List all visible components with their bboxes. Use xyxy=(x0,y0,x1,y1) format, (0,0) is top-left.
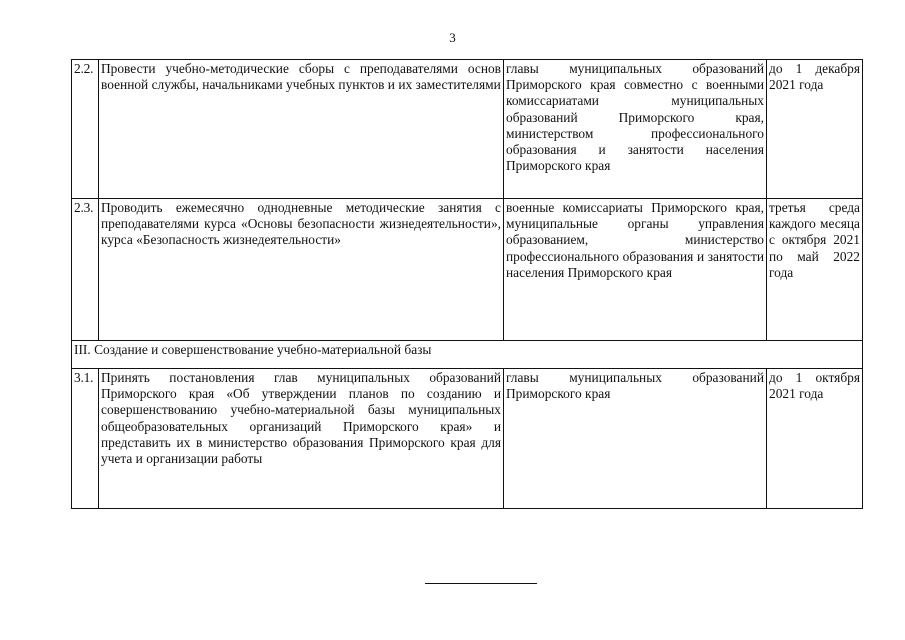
table-row xyxy=(72,199,863,341)
term-cell: до 1 декабря 2021 года xyxy=(767,60,863,199)
section-title: III. Создание и совершенствование учебно-материальной базы xyxy=(72,341,863,369)
term-cell: до 1 октября 2021 года xyxy=(767,369,863,509)
action-cell: Провести учебно-методические сборы с преподавателями основ военной службы, начальниками учебных пунктов и их заместителями xyxy=(99,60,504,199)
plan-table xyxy=(71,59,863,509)
row-number: 2.2. xyxy=(72,60,99,199)
table-row xyxy=(72,60,863,199)
action-cell: Проводить ежемесячно однодневные методические занятия с преподавателями курса «Основы безопасности жизнедеятельности», курса «Безопасность жизнедеятельности» xyxy=(99,199,504,341)
term-cell: третья среда каждого месяца с октября 2021 по май 2022 года xyxy=(767,199,863,341)
responsible-cell: военные комиссариаты Приморского края, муниципальные органы управления образованием, министерство профессионального образования и занятости населения Приморского края xyxy=(504,199,767,341)
table-row xyxy=(72,369,863,509)
footnote-divider xyxy=(425,583,537,584)
row-number: 2.3. xyxy=(72,199,99,341)
section-row xyxy=(72,341,863,369)
page-number: 3 xyxy=(449,30,456,45)
row-number: 3.1. xyxy=(72,369,99,509)
responsible-cell: главы муниципальных образований Приморского края xyxy=(504,369,767,509)
responsible-cell: главы муниципальных образований Приморского края совместно с военными комиссариатами муниципальных образований Приморского края, министерством профессионального образования и занятости населения Приморского края xyxy=(504,60,767,199)
action-cell: Принять постановления глав муниципальных образований Приморского края «Об утверждении планов по созданию и совершенствованию учебно-материальной базы муниципальных общеобразовательных организаций Приморского края» и представить их в министерство образования Приморского края для учета и организации работы xyxy=(99,369,504,509)
